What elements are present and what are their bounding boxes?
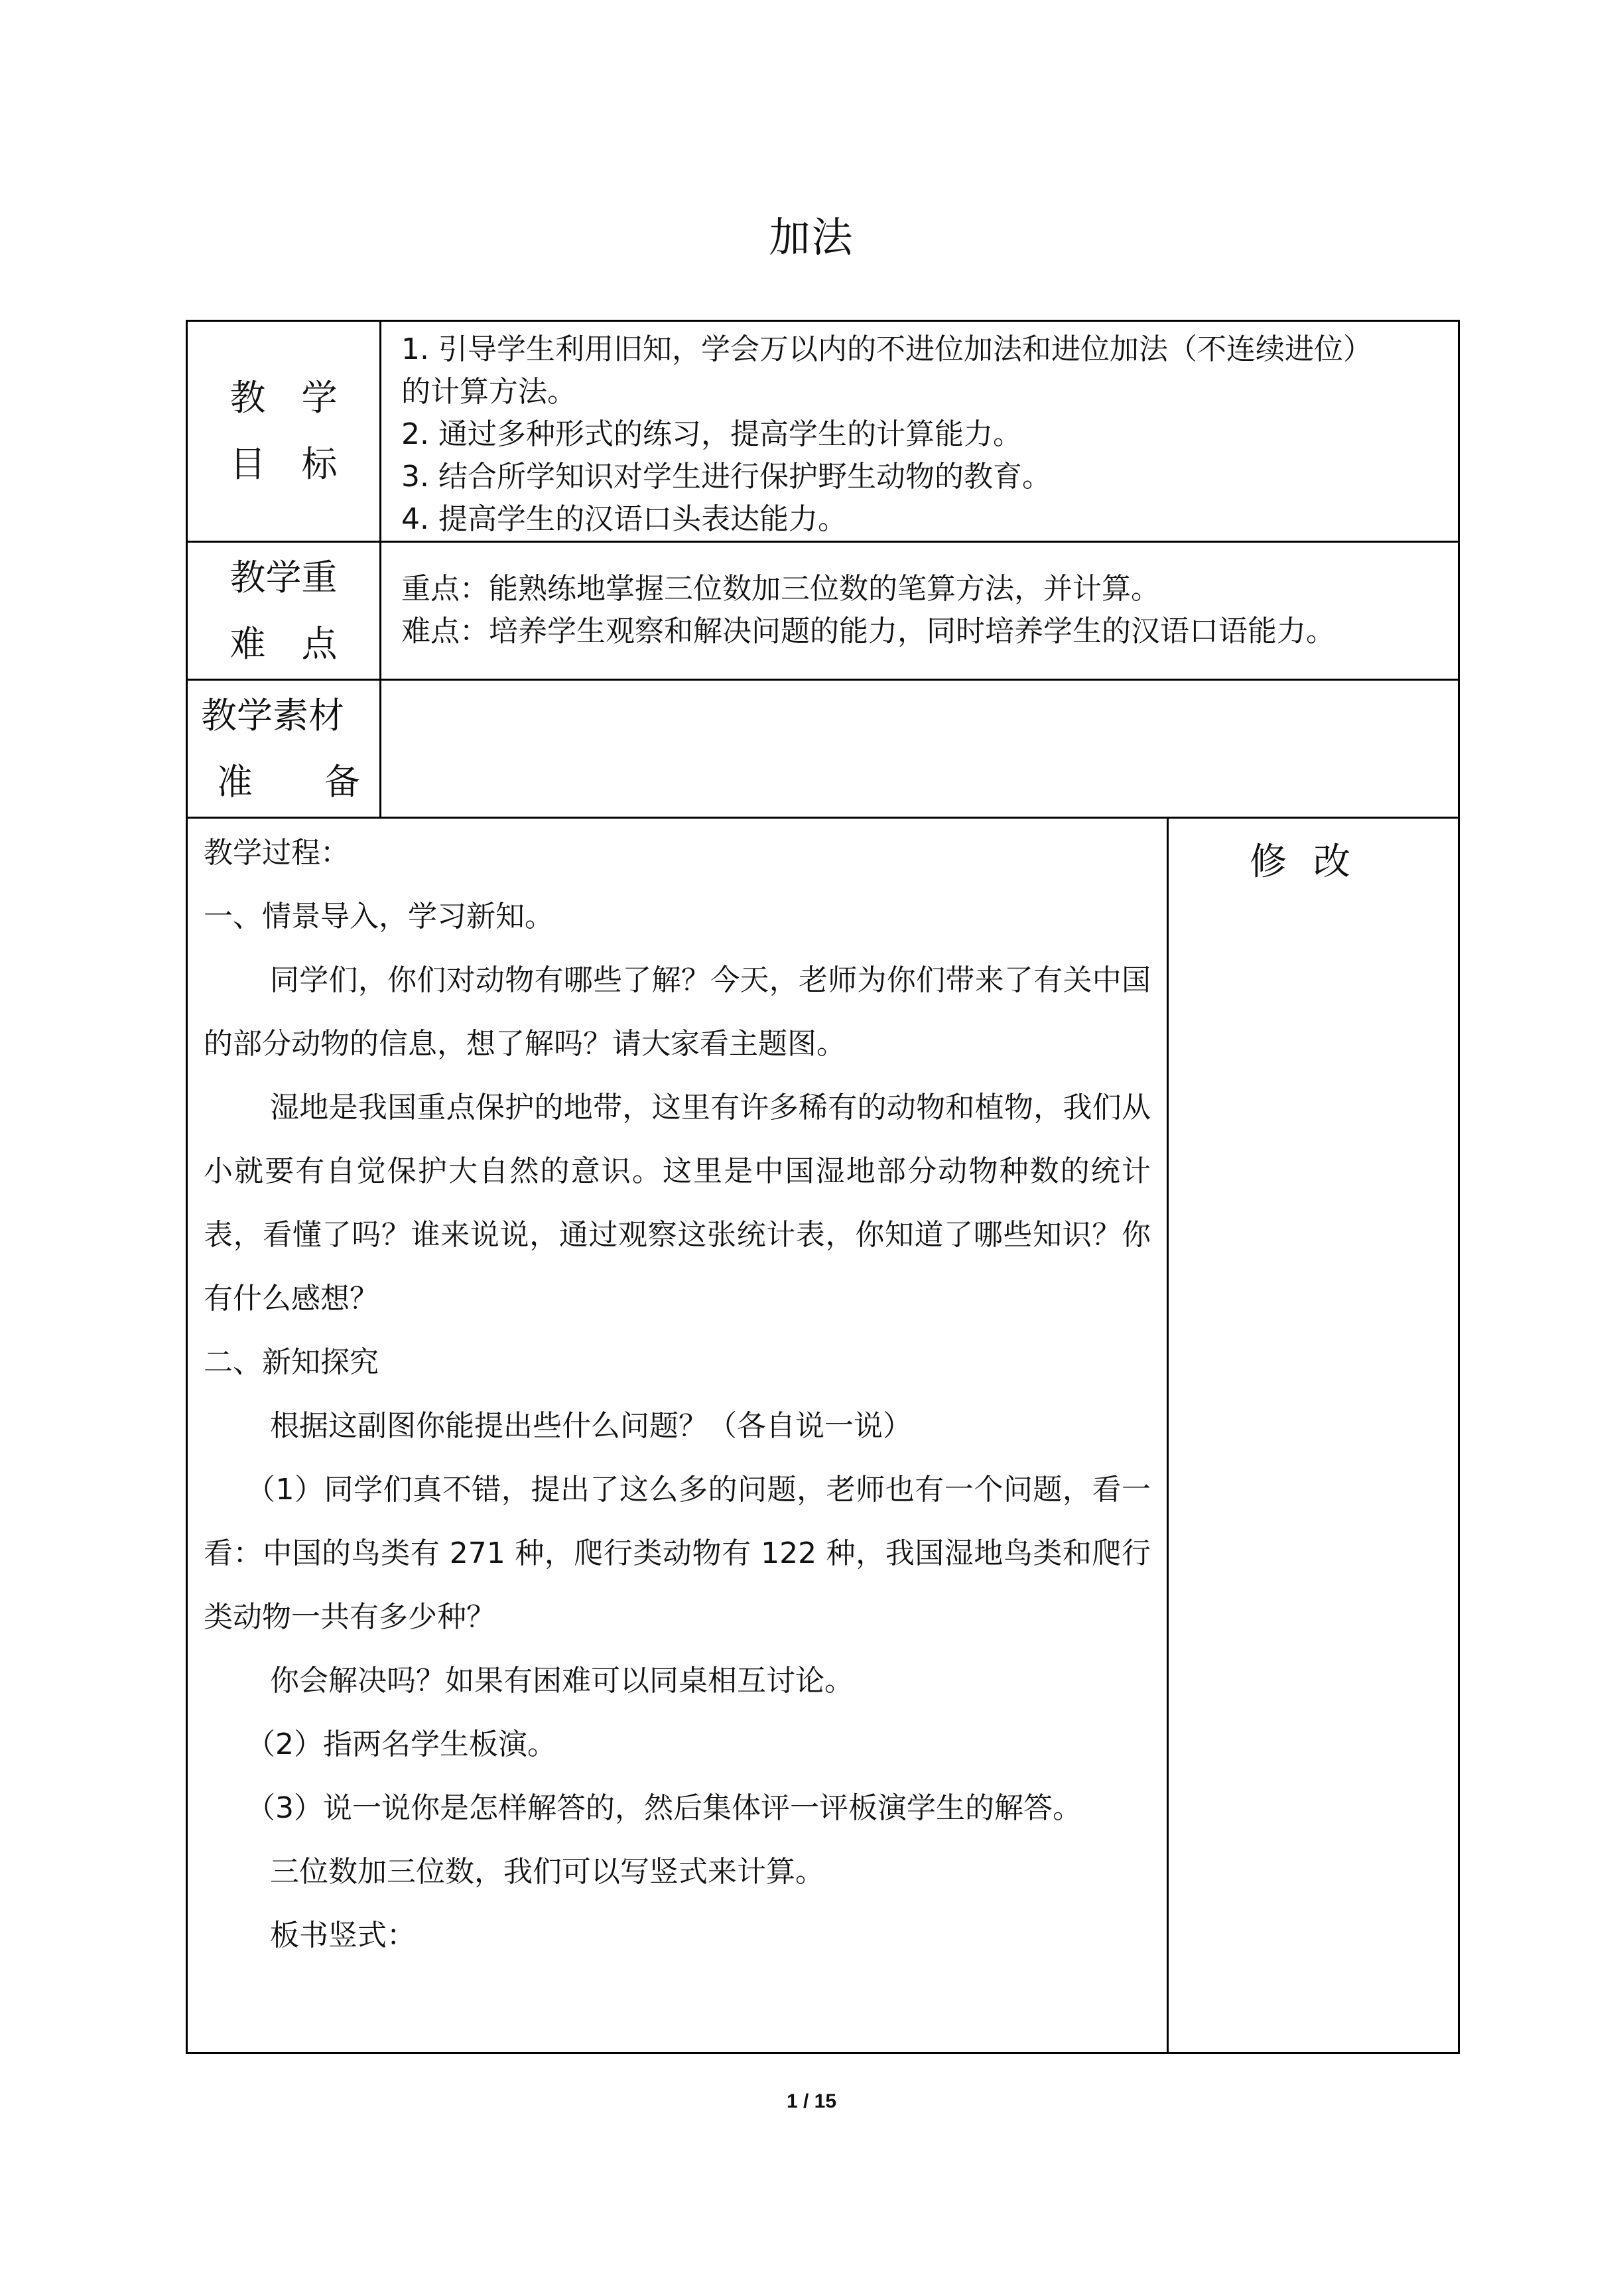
process-heading: 教学过程： xyxy=(204,836,350,870)
key-points-row xyxy=(187,542,1459,680)
objective-item: 1. 引导学生利用旧知，学会万以内的不进位加法和进位加法（不连续进位） xyxy=(401,332,1372,366)
paragraph: 同学们，你们对动物有哪些了解？今天，老师为你们带来了有关中国的部分动物的信息，想了解吗？请大家看主题图。 xyxy=(204,963,1151,1061)
key-points-label: 教学重 难 点 xyxy=(187,542,381,680)
paragraph: 板书竖式： xyxy=(270,1919,416,1952)
lesson-plan-table xyxy=(186,320,1460,2054)
paragraph: （3）说一说你是怎样解答的，然后集体评一评板演学生的解答。 xyxy=(246,1791,1082,1825)
difficult-point: 难点：培养学生观察和解决问题的能力，同时培养学生的汉语口语能力。 xyxy=(401,614,1335,648)
paragraph: （2）指两名学生板演。 xyxy=(246,1727,556,1761)
objectives-row xyxy=(187,321,1459,542)
process-row xyxy=(187,818,1459,2053)
revise-label: 修改 xyxy=(1250,841,1377,884)
key-points-content xyxy=(381,542,1459,680)
materials-content xyxy=(381,680,1459,818)
objectives-content xyxy=(381,321,1459,542)
revise-column xyxy=(1168,818,1459,2053)
page-number: 1 / 15 xyxy=(786,2090,837,2112)
paragraph: 三位数加三位数，我们可以写竖式来计算。 xyxy=(270,1855,824,1889)
materials-row xyxy=(187,680,1459,818)
page-title: 加法 xyxy=(769,213,854,261)
paragraph: （1）同学们真不错，提出了这么多的问题，老师也有一个问题，看一看：中国的鸟类有 271 种，爬行类动物有 122 种，我国湿地鸟类和爬行类动物一共有多少种？ xyxy=(204,1473,1151,1634)
section-heading: 二、新知探究 xyxy=(204,1345,379,1379)
objectives-label: 教 学 目 标 xyxy=(187,321,381,542)
objective-item: 3. 结合所学知识对学生进行保护野生动物的教育。 xyxy=(401,460,1051,494)
materials-label: 教学素材 准 备 xyxy=(187,680,381,818)
teaching-process xyxy=(187,818,1168,2053)
objective-item: 2. 通过多种形式的练习，提高学生的计算能力。 xyxy=(401,417,1022,451)
section-heading: 一、情景导入，学习新知。 xyxy=(204,900,554,933)
paragraph: 你会解决吗？如果有困难可以同桌相互讨论。 xyxy=(270,1664,854,1698)
paragraph: 湿地是我国重点保护的地带，这里有许多稀有的动物和植物，我们从小就要有自觉保护大自然的意识。这里是中国湿地部分动物种数的统计表，看懂了吗？谁来说说，通过观察这张统计表，你知道了哪些知识？你有什么感想？ xyxy=(204,1091,1151,1316)
objective-item: 4. 提高学生的汉语口头表达能力。 xyxy=(401,502,847,536)
objective-item: 的计算方法。 xyxy=(401,375,576,409)
key-point: 重点：能熟练地掌握三位数加三位数的笔算方法，并计算。 xyxy=(401,572,1160,606)
paragraph: 根据这副图你能提出些什么问题？（各自说一说） xyxy=(270,1409,912,1443)
